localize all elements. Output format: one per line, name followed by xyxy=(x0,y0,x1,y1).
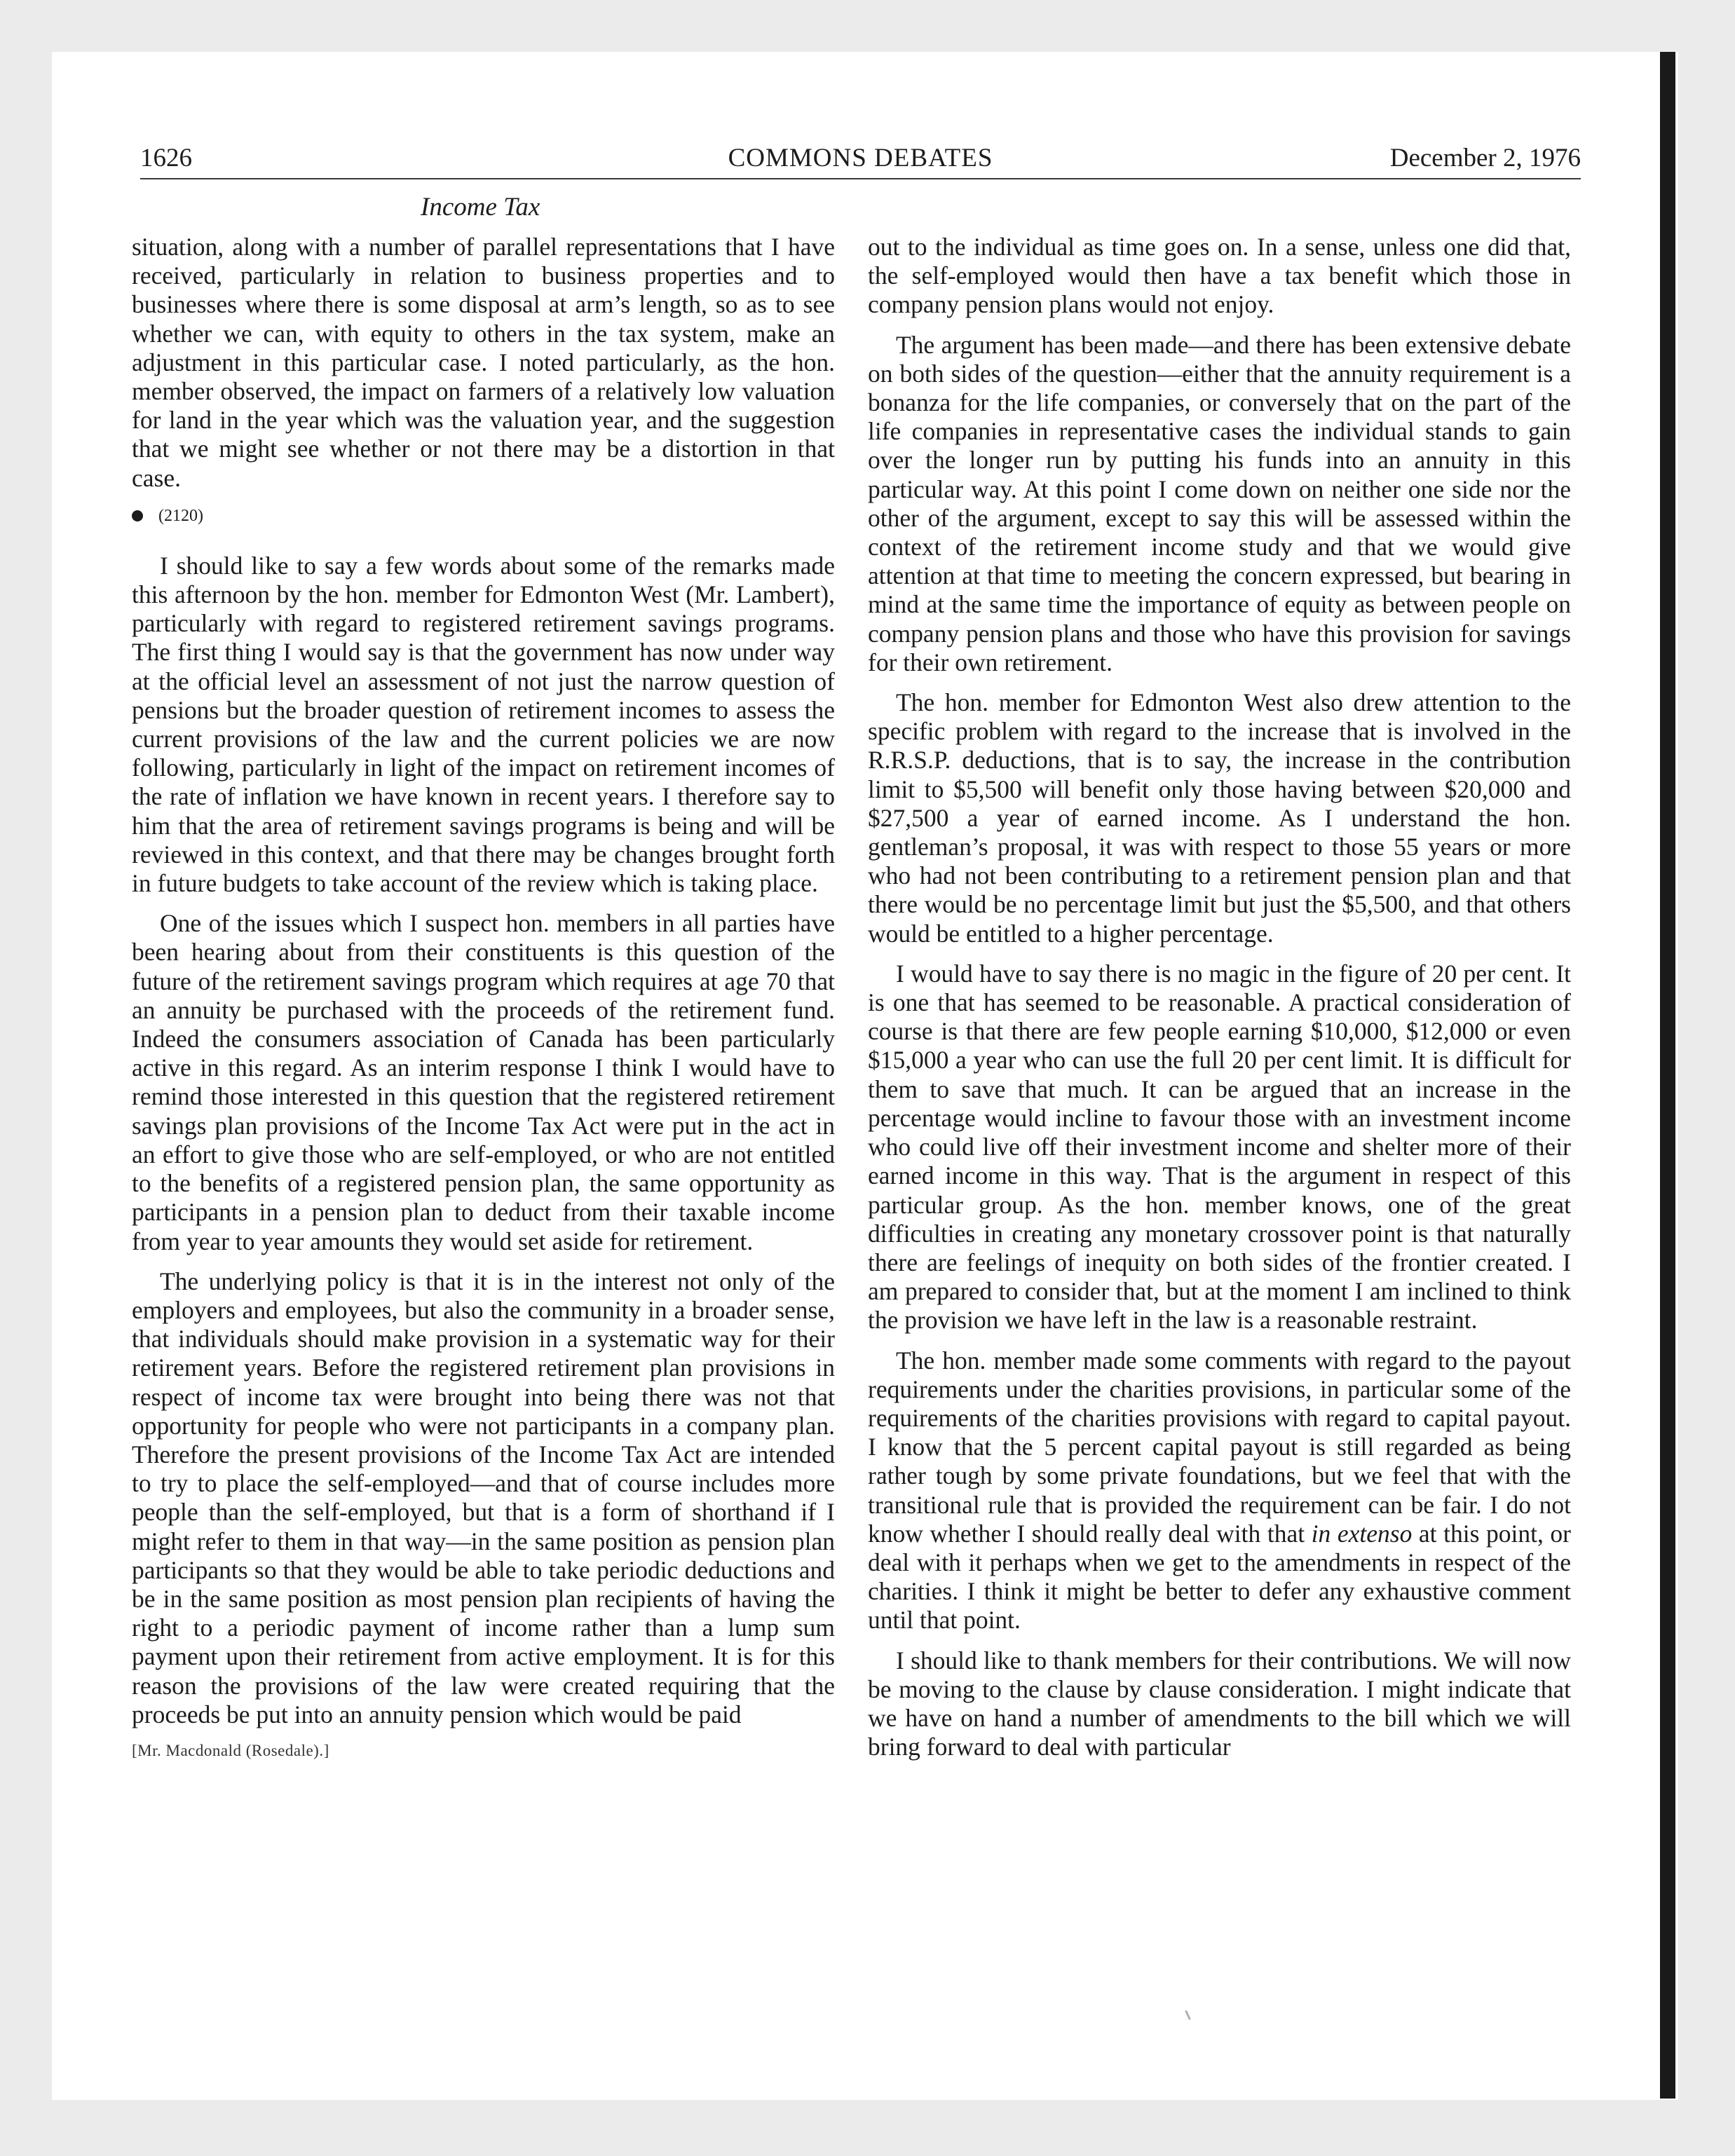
paragraph: One of the issues which I suspect hon. members in all parties have been hearing about from their constituents is this question of the future of the retirement savings program which requires at age 70 that an annuity be purchased with the proceeds of the retirement fund. Indeed the consumers association of Canada has been particularly active in this regard. As an interim response I think I would have to remind those interested in this question that the registered retirement savings plan provisions of the Income Tax Act were put in the act in an effort to give those who are self-employed, or who are not entitled to the benefits of a registered pension plan, the same opportunity as participants in a pension plan to deduct from their taxable income from year to year amounts they would set aside for retirement. xyxy=(132,909,835,1255)
paragraph-text: at this point, or deal with it perhaps when we get to the amendments in respect of the charities. I think it might be better to defer any exhaustive comment until that point. xyxy=(868,1519,1571,1635)
section-title: Income Tax xyxy=(421,193,540,221)
paragraph: situation, along with a number of parallel representations that I have received, particularly in relation to business properties and to businesses where there is some disposal at arm’s length, so as to see whether we can, with equity to others in the tax system, make an adjustment in this particular case. I noted particularly, as the hon. member observed, the impact on farmers of a relatively low valuation for land in the year which was the valuation year, and the suggestion that we might see whether or not there may be a distortion in that case. xyxy=(132,233,835,492)
paragraph: I would have to say there is no magic in the figure of 20 per cent. It is one that has seemed to be reasonable. A practical consideration of course is that there are few people earning $10,000, $12,000 or even $15,000 a year who can use the full 20 per cent limit. It is difficult for them to save that much. It can be argued that an increase in the percentage would incline to favour those with an investment income who could live off their investment income and shelter more of their earned income in this way. That is the argument in respect of this particular group. As the hon. member knows, one of the great difficulties in creating any monetary crossover point is that naturally there are feelings of inequity on both sides of the frontier created. I am prepared to consider that, but at the moment I am inclined to think the provision we have left in the law is a reasonable restraint. xyxy=(868,959,1571,1335)
header-rule xyxy=(140,178,1581,179)
bullet-icon xyxy=(132,510,143,521)
paragraph-text: The hon. member made some comments with regard to the payout requirements under the charities provisions, in particular some of the requirements of the charities provisions with regard to capital payout. I know that the 5 percent capital payout is still regarded as being rather tough by some private foundations, but we feel that with the transitional rule that is provided the requirement can be fair. I do not know whether I should really deal with that xyxy=(868,1346,1571,1548)
paragraph: I should like to thank members for their contributions. We will now be moving to the clause by clause consideration. I might indicate that we have on hand a number of amendments to the bill which we will bring forward to deal with particular xyxy=(868,1646,1571,1761)
speaker-attribution: [Mr. Macdonald (Rosedale).] xyxy=(132,1741,329,1759)
page-number: 1626 xyxy=(140,144,192,172)
running-head xyxy=(140,140,1581,177)
paragraph: The underlying policy is that it is in the interest not only of the employers and employees, but also the community in a broader sense, that individuals should make provision in a systematic way for their retirement years. Before the registered retirement plan provisions in respect of income tax were brought into being there was not that opportunity for people who were not participants in a company plan. Therefore the present provisions of the Income Tax Act are intended to try to place the self-employed—and that of course includes more people than the self-employed, but that is a form of shorthand if I might refer to them in that way—in the same position as pension plan participants so that they would be able to take periodic deductions and be in the same position as most pension plan recipients of having the right to a periodic payment of income rather than a lump sum payment upon their retirement from active employment. It is for this reason the provisions of the law were created requiring that the proceeds be put into an annuity pension which would be paid xyxy=(132,1267,835,1728)
publication-title: COMMONS DEBATES xyxy=(728,144,993,172)
paragraph: The argument has been made—and there has been extensive debate on both sides of the question—either that the annuity requirement is a bonanza for the life companies, or conversely that on the part of the life companies in representative cases the individual stands to gain over the longer run by putting his funds into an annuity in this particular way. At this point I come down on neither one side nor the other of the argument, except to say this will be assessed within the context of the retirement income study and that we would give attention at that time to meeting the concern expressed, but bearing in mind at the same time the importance of equity as between people on company pension plans and those who have this provision for savings for their own retirement. xyxy=(868,330,1571,676)
scan-edge-bar xyxy=(1660,52,1675,2099)
paragraph: out to the individual as time goes on. In a sense, unless one did that, the self-employed would then have a tax benefit which those in company pension plans would not enjoy. xyxy=(868,233,1571,319)
latin-phrase: in extenso xyxy=(1311,1519,1413,1548)
paragraph xyxy=(868,1346,1571,1635)
right-column xyxy=(868,233,1571,1773)
paragraph: The hon. member for Edmonton West also drew attention to the specific problem with regard to the increase that is involved in the R.R.S.P. deductions, that is to say, the increase in the contribution limit to $5,500 will benefit only those having between $20,000 and $27,500 a year of earned income. As I understand the hon. gentleman’s proposal, it was with respect to those 55 years or more who had not been contributing to a retirement pension plan and that there would be no percentage limit but just the $5,500, and that others would be entitled to a higher percentage. xyxy=(868,688,1571,948)
time-marker xyxy=(132,504,835,528)
left-column xyxy=(132,233,835,1761)
paragraph: I should like to say a few words about some of the remarks made this afternoon by the hon. member for Edmonton West (Mr. Lambert), particularly with regard to registered retirement savings programs. The first thing I would say is that the government has now under way at the official level an assessment of not just the narrow question of pensions but the broader question of retirement incomes to assess the current provisions of the law and the current policies we are now following, particularly in light of the impact on retirement incomes of the rate of inflation we have known in recent years. I therefore say to him that the area of retirement savings programs is being and will be reviewed in this context, and that there may be changes brought forth in future budgets to take account of the review which is taking place. xyxy=(132,551,835,898)
issue-date: December 2, 1976 xyxy=(1389,144,1581,172)
time-marker-label: (2120) xyxy=(158,506,203,525)
